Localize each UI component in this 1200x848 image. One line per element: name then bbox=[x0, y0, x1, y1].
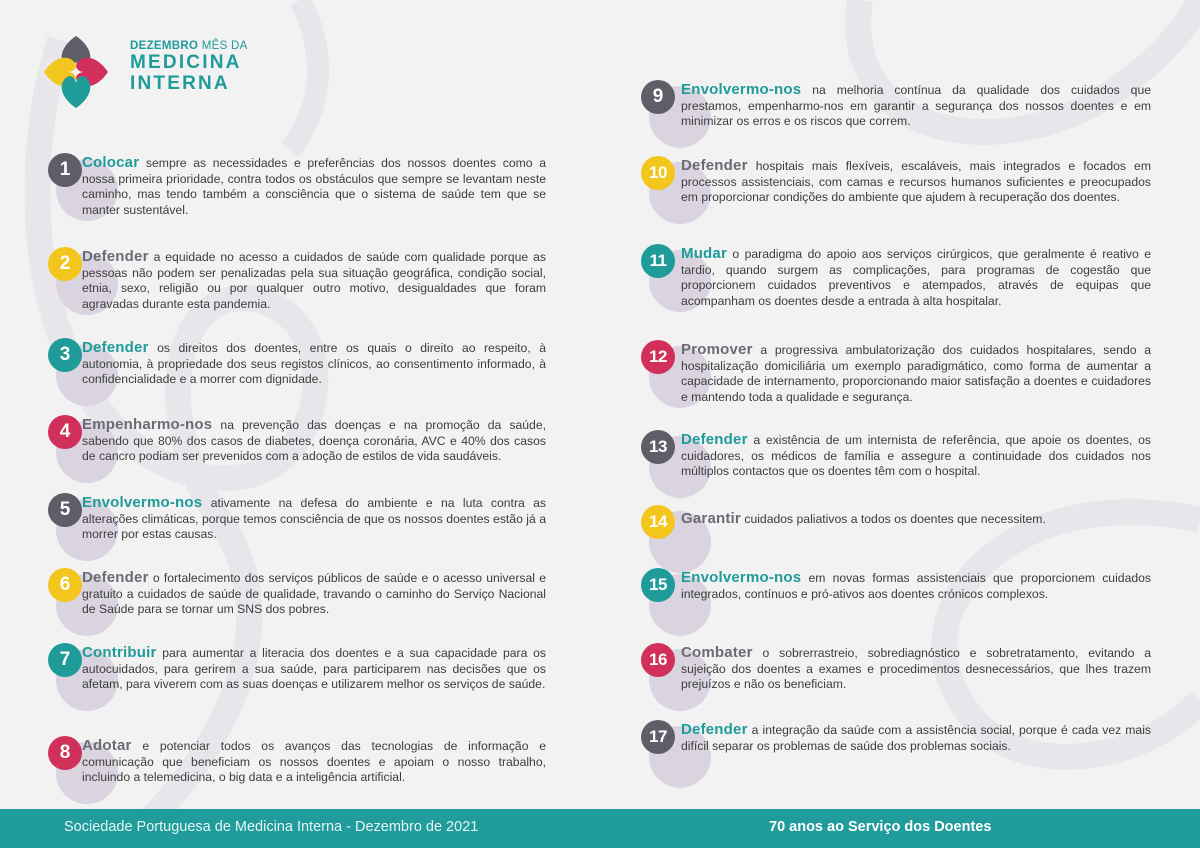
commitment-text bbox=[681, 568, 1151, 602]
keyword: Empenharmo-nos bbox=[82, 416, 213, 433]
keyword: Defender bbox=[681, 721, 748, 738]
description: a equidade no acesso a cuidados de saúde com qualidade porque as pessoas não podem ser penalizadas pela sua situação geográfica, condição social, etnia, sexo, religião ou por qualquer outro motivo, desigualdades que foram agravadas durante esta pandemia. bbox=[82, 250, 546, 311]
number-badge: 5 bbox=[48, 493, 82, 527]
commitment-text bbox=[82, 568, 546, 618]
commitment-item-1 bbox=[48, 153, 546, 218]
number-badge: 2 bbox=[48, 247, 82, 281]
logo-hearts-icon bbox=[34, 30, 118, 114]
description: o paradigma do apoio aos serviços cirúrgicos, que geralmente é reativo e tardio, quando surgem as complicações, para programas de cogestão que proporcionem cuidados preventivos e atempados, através de equipas que acompanham os doentes desde a entrada à alta hospitalar. bbox=[681, 247, 1151, 308]
number-badge: 17 bbox=[641, 720, 675, 754]
description: e potenciar todos os avanços das tecnologias de informação e comunicação que beneficiam os nossos doentes e apoiam o nosso trabalho, incluindo a telemedicina, o big data e a inteligência artificial. bbox=[82, 739, 547, 784]
keyword: Defender bbox=[82, 248, 149, 265]
commitment-text bbox=[681, 643, 1151, 693]
number-badge: 1 bbox=[48, 153, 82, 187]
number-badge: 16 bbox=[641, 643, 675, 677]
description: em novas formas assistenciais que proporcionem cuidados integrados, contínuos e pró-ativos aos doentes crónicos complexos. bbox=[681, 571, 1152, 601]
commitment-item-8 bbox=[48, 736, 546, 786]
keyword: Envolvermo-nos bbox=[681, 569, 802, 586]
number-badge: 9 bbox=[641, 80, 675, 114]
commitment-item-14 bbox=[641, 505, 1151, 531]
keyword: Promover bbox=[681, 341, 753, 358]
number-badge: 8 bbox=[48, 736, 82, 770]
number-badge: 11 bbox=[641, 244, 675, 278]
commitment-item-6 bbox=[48, 568, 546, 618]
commitment-text bbox=[82, 415, 546, 465]
commitment-text bbox=[681, 340, 1151, 405]
description: a progressiva ambulatorização dos cuidados hospitalares, sendo a hospitalização domiciliária um exemplo paradigmático, como forma de aumentar a capacidade de internamento, proporcionando maior satisfação a doentes e cuidadores e mantendo toda a qualidade e segurança. bbox=[681, 343, 1151, 404]
footer-bar bbox=[0, 809, 1200, 848]
commitment-item-13 bbox=[641, 430, 1151, 480]
description: o fortalecimento dos serviços públicos de saúde e o acesso universal e gratuito a cuidados de saúde de qualidade, travando o caminho do Serviço Nacional de Saúde para se tornar um SNS dos pobres. bbox=[82, 571, 547, 616]
commitment-text bbox=[82, 493, 546, 543]
number-badge: 13 bbox=[641, 430, 675, 464]
number-badge: 3 bbox=[48, 338, 82, 372]
number-badge: 15 bbox=[641, 568, 675, 602]
description: para aumentar a literacia dos doentes e a sua capacidade para os autocuidados, para gerirem a sua saúde, para participarem nas decisões que os afetam, para viverem com as suas doenças e utilizarem melhor os serviços de saúde. bbox=[82, 646, 547, 691]
keyword: Envolvermo-nos bbox=[681, 81, 802, 98]
commitment-text bbox=[681, 156, 1151, 206]
brand-line1-bold: DEZEMBRO bbox=[130, 40, 199, 52]
keyword: Mudar bbox=[681, 245, 727, 262]
commitment-item-4 bbox=[48, 415, 546, 465]
commitment-item-17 bbox=[641, 720, 1151, 754]
description: hospitais mais flexíveis, escaláveis, mais integrados e focados em processos assistenciais, com camas e recursos humanos suficientes e preocupados em proporcionar condições do ambiente que ajudem à recuperação dos doentes. bbox=[681, 159, 1151, 204]
number-badge: 12 bbox=[641, 340, 675, 374]
keyword: Defender bbox=[82, 339, 149, 356]
description: cuidados paliativos a todos os doentes que necessitem. bbox=[744, 512, 1046, 526]
keyword: Adotar bbox=[82, 737, 132, 754]
brand-line2: MEDICINA bbox=[130, 52, 242, 73]
commitment-text bbox=[82, 643, 546, 693]
commitment-item-11 bbox=[641, 244, 1151, 309]
commitment-text bbox=[82, 247, 546, 312]
brand-line3: INTERNA bbox=[130, 73, 230, 94]
commitment-item-12 bbox=[641, 340, 1151, 405]
keyword: Contribuir bbox=[82, 644, 157, 661]
number-badge: 7 bbox=[48, 643, 82, 677]
keyword: Defender bbox=[681, 157, 748, 174]
commitment-item-3 bbox=[48, 338, 546, 388]
number-badge: 4 bbox=[48, 415, 82, 449]
commitment-item-10 bbox=[641, 156, 1151, 206]
commitment-text bbox=[681, 244, 1151, 309]
commitment-text bbox=[681, 80, 1151, 130]
commitment-text bbox=[681, 505, 1151, 528]
description: ativamente na defesa do ambiente e na luta contra as alterações climáticas, porque temos consciência de que os nossos doentes estão já a morrer por estas causas. bbox=[82, 496, 546, 541]
commitment-text bbox=[681, 430, 1151, 480]
description: na prevenção das doenças e na promoção da saúde, sabendo que 80% dos casos de diabetes, doença coronária, AVC e 40% dos casos de cancro podiam ser prevenidos com a adoção de estilos de vida saudáveis. bbox=[82, 418, 546, 463]
keyword: Garantir bbox=[681, 510, 741, 527]
number-badge: 6 bbox=[48, 568, 82, 602]
commitment-text bbox=[82, 736, 546, 786]
commitment-item-2 bbox=[48, 247, 546, 312]
description: na melhoria contínua da qualidade dos cuidados que prestamos, empenharmo-nos em garantir a segurança dos nossos doentes e em minimizar os erros e os riscos que correm. bbox=[681, 83, 1151, 128]
footer-organization: Sociedade Portuguesa de Medicina Interna - Dezembro de 2021 bbox=[64, 819, 479, 835]
description: a existência de um internista de referência, que apoie os doentes, os cuidadores, os médicos de família e assegure a continuidade dos cuidados nos múltiplos contactos que os doentes têm com o hospital. bbox=[681, 433, 1152, 478]
keyword: Defender bbox=[82, 569, 149, 586]
commitment-text bbox=[681, 720, 1151, 754]
commitment-item-9 bbox=[641, 80, 1151, 130]
description: os direitos dos doentes, entre os quais o direito ao respeito, à autonomia, à propriedade dos seus registos clínicos, ao consentimento informado, à confidencialidade e a morrer com dignidade. bbox=[82, 341, 546, 386]
commitment-text bbox=[82, 153, 546, 218]
keyword: Defender bbox=[681, 431, 748, 448]
brand-line1-light: MÊS DA bbox=[201, 40, 248, 52]
commitment-item-16 bbox=[641, 643, 1151, 693]
number-badge: 14 bbox=[641, 505, 675, 539]
description: o sobrerrastreio, sobrediagnóstico e sobretratamento, evitando a sujeição dos doentes a exames e procedimentos desnecessários, que lhes trazem prejuízos e não os beneficiam. bbox=[681, 646, 1151, 691]
keyword: Colocar bbox=[82, 154, 140, 171]
footer-tagline: 70 anos ao Serviço dos Doentes bbox=[769, 819, 992, 835]
keyword: Envolvermo-nos bbox=[82, 494, 203, 511]
keyword: Combater bbox=[681, 644, 753, 661]
commitment-item-15 bbox=[641, 568, 1151, 602]
commitment-item-7 bbox=[48, 643, 546, 693]
description: a integração da saúde com a assistência social, porque é cada vez mais difícil separar os problemas de saúde dos problemas sociais. bbox=[681, 723, 1152, 753]
commitment-item-5 bbox=[48, 493, 546, 543]
brand-logo-text bbox=[130, 40, 248, 94]
commitment-text bbox=[82, 338, 546, 388]
number-badge: 10 bbox=[641, 156, 675, 190]
description: sempre as necessidades e preferências dos nossos doentes como a nossa primeira prioridade, contra todos os obstáculos que sempre se levantam neste caminho, mas tendo também a consciência que o sistema de saúde tem que se manter sustentável. bbox=[82, 156, 547, 217]
